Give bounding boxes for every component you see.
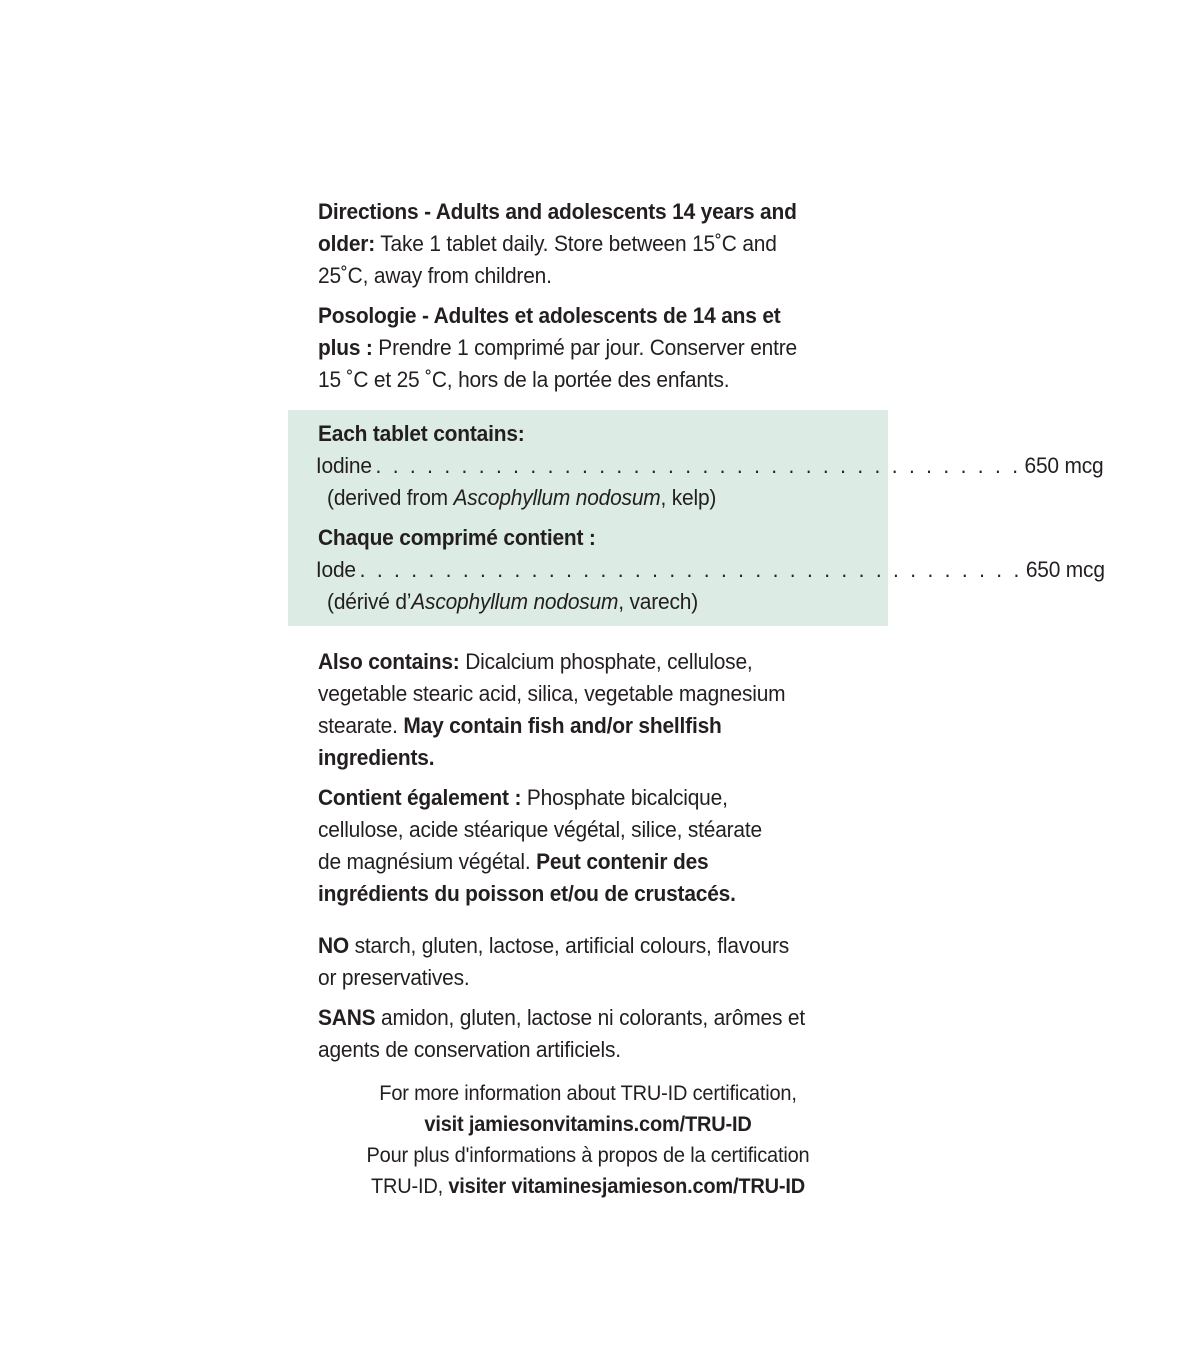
- directions-en-line3: 25˚C, away from children.: [318, 263, 552, 288]
- tru-id-fr-text: Pour plus d'informations à propos de la certification: [366, 1143, 810, 1167]
- directions-en-heading-line1: Directions - Adults and adolescents 14 years and: [318, 199, 797, 224]
- leader-dots: . . . . . . . . . . . . . . . . . . . . . . . . . . . . . . . . . . . . . . .: [359, 557, 1023, 582]
- leader-dots: . . . . . . . . . . . . . . . . . . . . . . . . . . . . . . . . . . . . . .: [375, 453, 1021, 478]
- medicinal-ingredients-box: [288, 410, 1105, 626]
- tru-id-fr-line: TRU-ID, visiter vitaminesjamieson.com/TRU-ID: [370, 1174, 806, 1198]
- ingredient-row-en: [288, 450, 1104, 482]
- ingredient-name-fr: Iode: [315, 557, 356, 582]
- directions-fr-line2: plus : Prendre 1 comprimé par jour. Conserver entre: [318, 335, 797, 360]
- ingredient-source-en: (derived from Ascophyllum nodosum, kelp): [327, 485, 717, 510]
- ingredient-amount-fr: 650 mcg: [1025, 557, 1105, 582]
- non-medicinal-en: Also contains: Dicalcium phosphate, cellulose, vegetable stearic acid, silica, vegetable magnesium stearate. May contain fish and/or shellfish ingredients.: [318, 649, 786, 770]
- ingredient-source-fr: (dérivé d’Ascophyllum nodosum, varech): [327, 589, 698, 614]
- non-medicinal-fr: Contient également : Phosphate bicalcique, cellulose, acide stéarique végétal, silice, stéarate de magnésium végétal. Peut contenir des ingrédients du poisson et/ou de crustacés.: [318, 785, 762, 906]
- free-of-en: NO starch, gluten, lactose, artificial colours, flavours or preservatives.: [318, 933, 790, 990]
- directions-fr-heading-line1: Posologie - Adultes et adolescents de 14 ans et: [318, 303, 781, 328]
- ingredient-amount-en: 650 mcg: [1024, 453, 1104, 478]
- contains-en-heading: Each tablet contains:: [318, 421, 525, 446]
- directions-fr-line3: 15 ˚C et 25 ˚C, hors de la portée des enfants.: [318, 367, 730, 392]
- tru-id-info: [288, 1078, 888, 1202]
- directions-en: [288, 196, 888, 292]
- directions-en-line2: older: Take 1 tablet daily. Store between 15˚C and: [318, 231, 777, 256]
- ingredient-name-en: Iodine: [315, 453, 372, 478]
- ingredient-row-fr: [288, 554, 1105, 586]
- tru-id-en-text: For more information about TRU-ID certification,: [379, 1081, 797, 1105]
- contains-fr-heading: Chaque comprimé contient :: [318, 525, 596, 550]
- free-of-fr: SANS amidon, gluten, lactose ni colorants, arômes et agents de conservation artificiels.: [318, 1005, 805, 1062]
- supplement-label-panel: [288, 196, 1105, 1202]
- directions-fr: [288, 300, 888, 396]
- tru-id-en-link[interactable]: visit jamiesonvitamins.com/TRU-ID: [424, 1112, 752, 1136]
- tru-id-fr-link[interactable]: visiter vitaminesjamieson.com/TRU-ID: [448, 1174, 806, 1198]
